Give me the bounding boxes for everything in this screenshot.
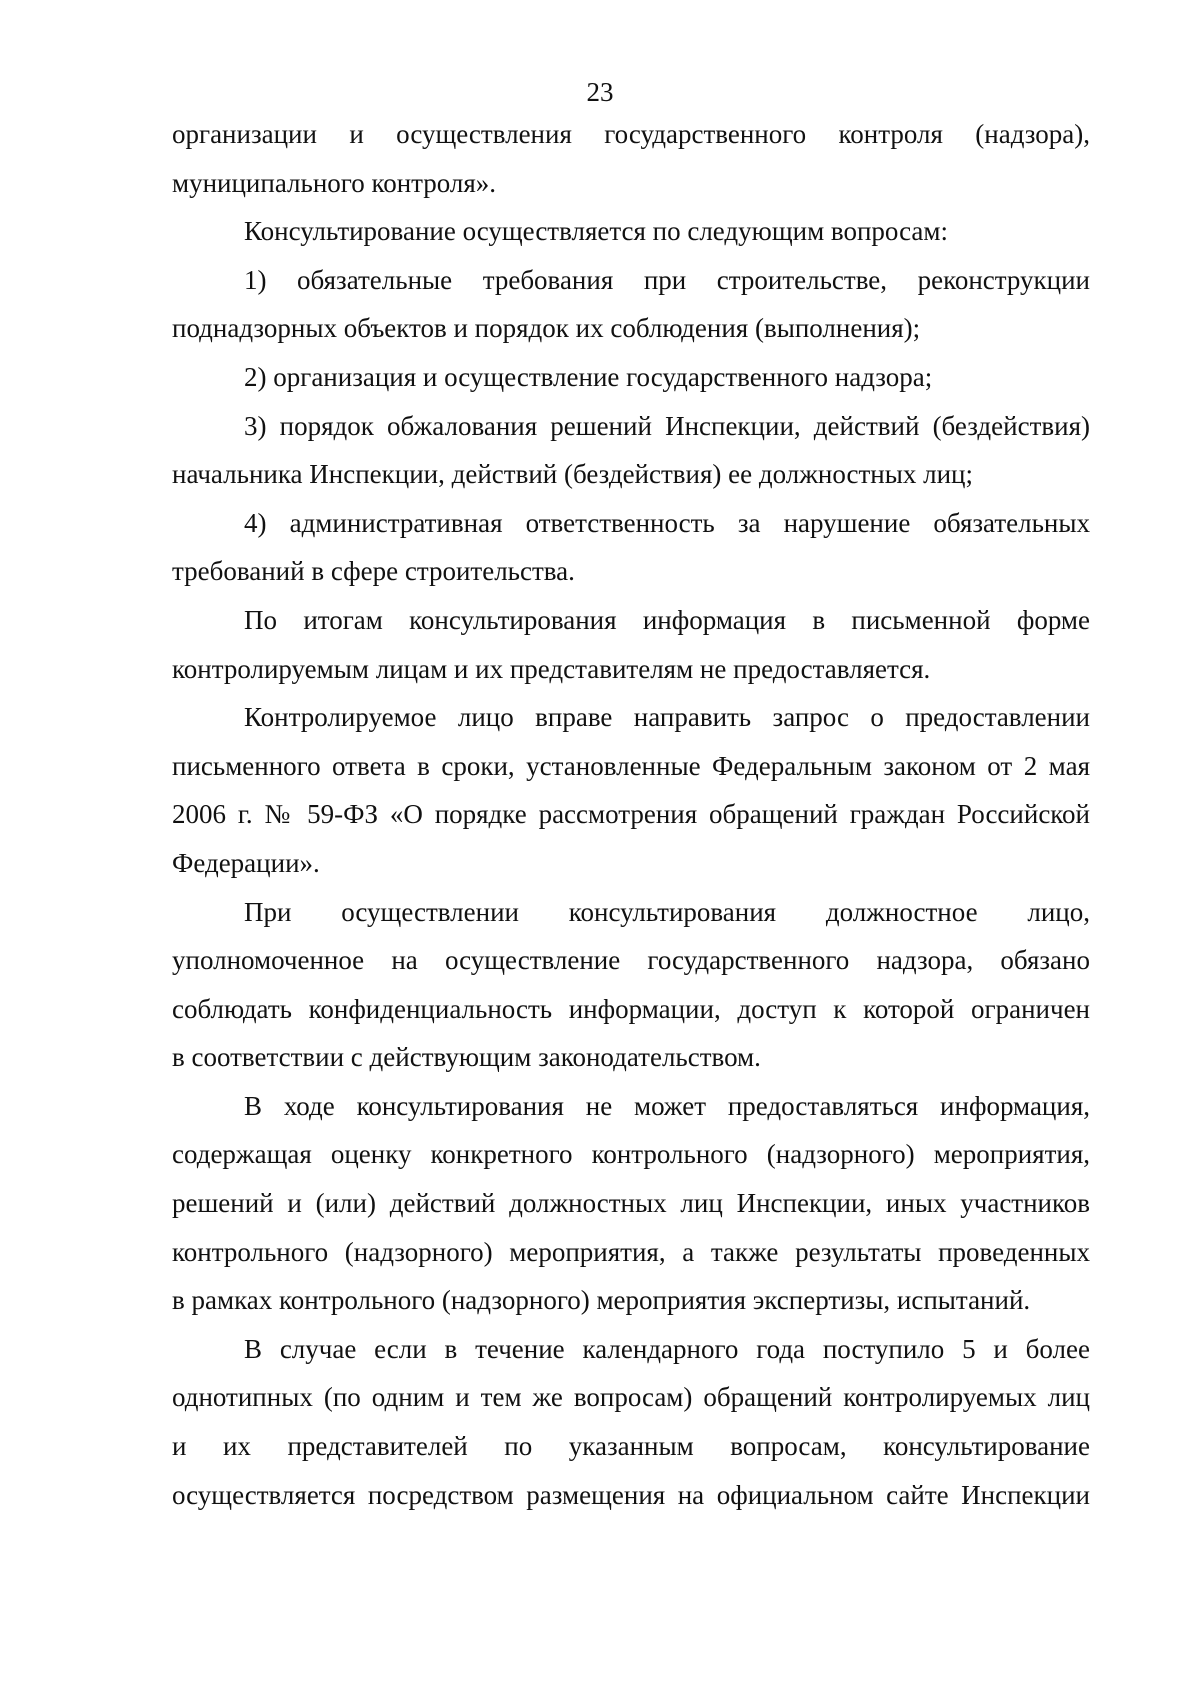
- list-item-line: 4) административная ответственность за нарушение обязательных: [244, 507, 1090, 538]
- text-line: 2006 г. № 59-ФЗ «О порядке рассмотрения обращений граждан Российской: [172, 799, 1090, 830]
- list-item-line: 1) обязательные требования при строительстве, реконструкции: [244, 264, 1090, 295]
- paragraph-start-line: Консультирование осуществляется по следующим вопросам:: [244, 216, 948, 247]
- paragraph-start-line: В случае если в течение календарного года поступило 5 и более: [244, 1333, 1090, 1364]
- text-line: в соответствии с действующим законодательством.: [172, 1042, 761, 1073]
- text-line: муниципального контроля».: [172, 167, 497, 198]
- list-item-line: 2) организация и осуществление государственного надзора;: [244, 361, 933, 392]
- list-item-line: 3) порядок обжалования решений Инспекции, действий (бездействия): [244, 410, 1090, 441]
- paragraph-start-line: При осуществлении консультирования должностное лицо,: [244, 896, 1090, 927]
- text-line: поднадзорных объектов и порядок их соблюдения (выполнения);: [172, 313, 921, 344]
- text-line: Федерации».: [172, 847, 320, 878]
- text-line: решений и (или) действий должностных лиц Инспекции, иных участников: [172, 1188, 1090, 1219]
- text-line: соблюдать конфиденциальность информации, доступ к которой ограничен: [172, 993, 1090, 1024]
- text-line: содержащая оценку конкретного контрольного (надзорного) мероприятия,: [172, 1139, 1090, 1170]
- text-line: однотипных (по одним и тем же вопросам) обращений контролируемых лиц: [172, 1382, 1090, 1413]
- text-line: письменного ответа в сроки, установленные Федеральным законом от 2 мая: [172, 750, 1090, 781]
- text-line: организации и осуществления государственного контроля (надзора),: [172, 119, 1090, 149]
- body-text: [172, 110, 1090, 1519]
- text-line: контролируемым лицам и их представителям не предоставляется.: [172, 653, 931, 684]
- paragraph-start-line: В ходе консультирования не может предоставляться информация,: [244, 1090, 1090, 1121]
- text-line: осуществляется посредством размещения на официальном сайте Инспекции: [172, 1479, 1090, 1510]
- text-line: в рамках контрольного (надзорного) мероприятия экспертизы, испытаний.: [172, 1285, 1031, 1316]
- paragraph-start-line: Контролируемое лицо вправе направить запрос о предоставлении: [244, 702, 1090, 733]
- text-line: начальника Инспекции, действий (бездействия) ее должностных лиц;: [172, 459, 973, 490]
- text-line: контрольного (надзорного) мероприятия, а также результаты проведенных: [172, 1236, 1090, 1267]
- page-number: 23: [586, 77, 614, 107]
- text-line: требований в сфере строительства.: [172, 556, 575, 587]
- paragraph-start-line: По итогам консультирования информация в письменной форме: [244, 604, 1090, 635]
- text-line: уполномоченное на осуществление государственного надзора, обязано: [172, 945, 1090, 976]
- text-line: и их представителей по указанным вопросам, консультирование: [172, 1431, 1090, 1462]
